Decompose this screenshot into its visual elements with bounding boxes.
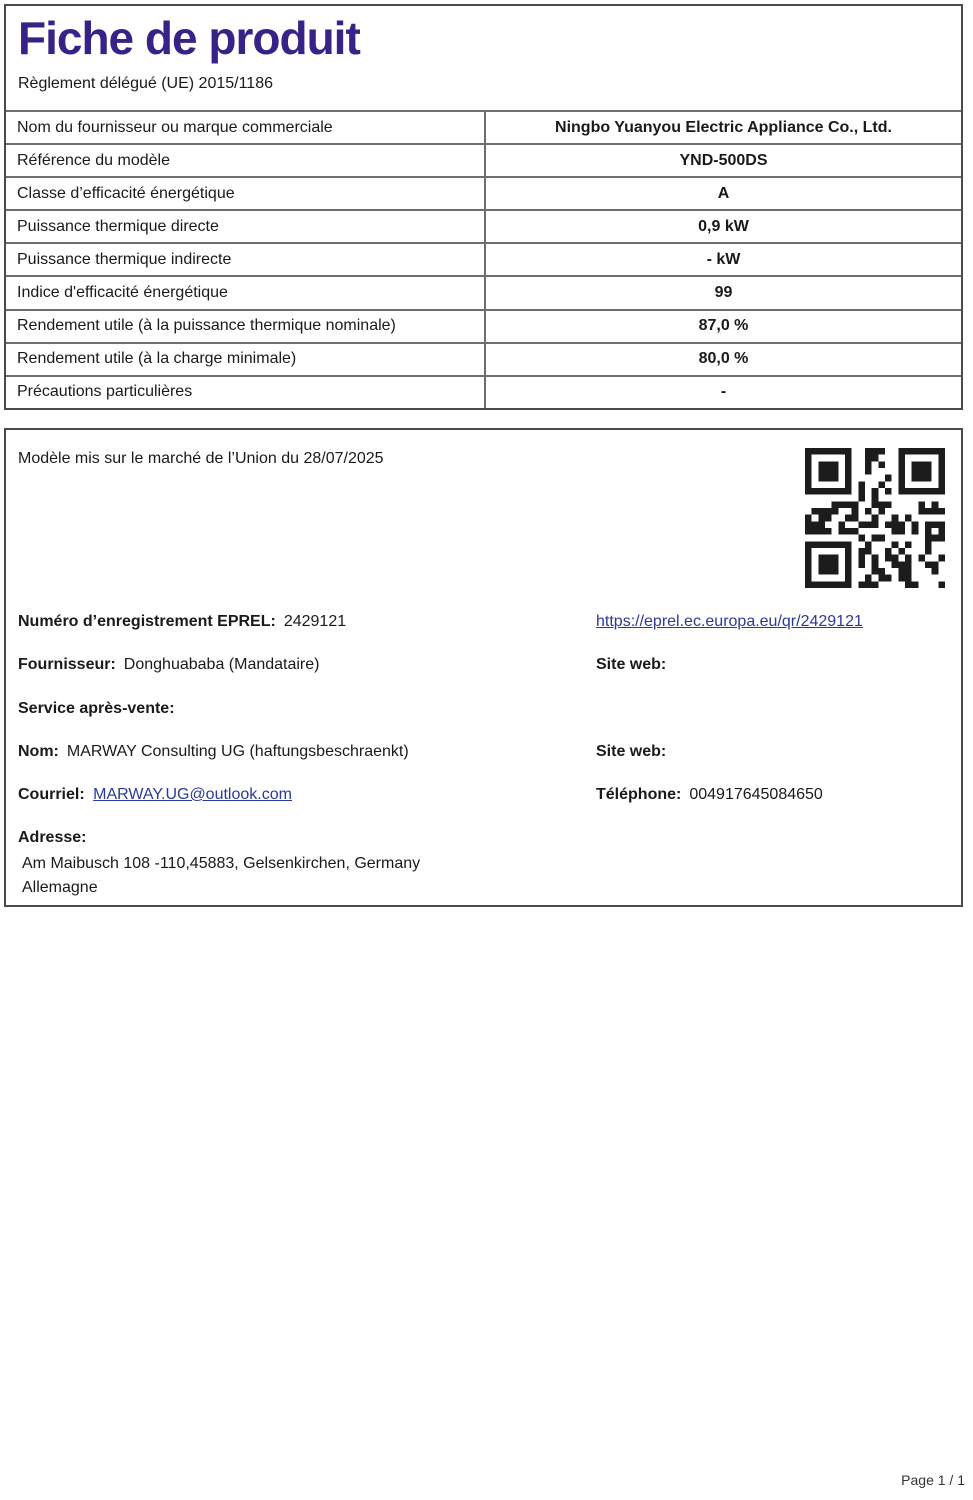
nom-value: MARWAY Consulting UG (haftungsbeschraenkt) [66,743,409,760]
telephone-line [596,786,823,804]
eprel-link-line [596,613,863,631]
adresse-country: Allemagne [22,879,98,896]
row-label: Indice d'efficacité énergétique [6,277,486,308]
row-label: Classe d’efficacité énergétique [6,178,486,209]
adresse-label: Adresse: [18,829,87,846]
site-web-label: Site web: [596,743,667,760]
row-value: - [720,383,727,401]
table-row [6,309,961,342]
eprel-details-box [4,428,963,907]
adresse-line [18,829,86,847]
table-row [6,209,961,242]
table-row [6,342,961,375]
supplier-label: Fournisseur: [18,656,116,673]
telephone-value: 004917645084650 [689,786,823,803]
eprel-url-link[interactable]: https://eprel.ec.europa.eu/qr/2429121 [596,613,863,630]
eprel-number-line [18,613,346,631]
adresse-street: Am Maibusch 108 -110,45883, Gelsenkirchen, Germany [22,855,421,872]
document-header [6,6,961,110]
supplier-value: Donghuababa (Mandataire) [123,656,320,673]
row-label: Rendement utile (à la charge minimale) [6,344,486,375]
nom-label: Nom: [18,743,59,760]
row-value: 99 [714,284,733,302]
site-web-line-2 [596,743,666,761]
table-row [6,242,961,275]
table-row [6,110,961,143]
site-web-label: Site web: [596,656,667,673]
row-value: 87,0 % [698,317,749,335]
row-value: 80,0 % [698,350,749,368]
page-title: Fiche de produit [18,12,360,64]
row-value: YND-500DS [679,151,768,169]
row-label: Puissance thermique directe [6,211,486,242]
row-value: A [717,184,730,202]
row-value: 0,9 kW [698,217,749,235]
row-label: Nom du fournisseur ou marque commerciale [6,112,486,143]
eprel-label: Numéro d’enregistrement EPREL: [18,613,276,630]
telephone-label: Téléphone: [596,786,682,803]
courriel-label: Courriel: [18,786,85,803]
table-row [6,375,961,408]
regulation-subtitle: Règlement délégué (UE) 2015/1186 [18,75,273,93]
service-label: Service après-vente: [18,700,175,717]
table-row [6,275,961,308]
row-label: Référence du modèle [6,145,486,176]
spec-table [6,110,961,408]
table-row [6,143,961,176]
service-line [18,700,175,718]
qr-code-icon [805,448,945,588]
market-date-line: Modèle mis sur le marché de l’Union du 28/07/2025 [18,450,384,467]
supplier-line [18,656,319,674]
product-info-box [4,4,963,410]
row-value: - kW [706,250,741,268]
table-row [6,176,961,209]
nom-line [18,743,409,761]
page-number: Page 1 / 1 [901,1472,965,1488]
row-label: Précautions particulières [6,377,486,408]
courriel-email-link[interactable]: MARWAY.UG@outlook.com [93,786,292,803]
row-label: Rendement utile (à la puissance thermique nominale) [6,311,486,342]
courriel-line [18,786,292,804]
eprel-value: 2429121 [283,613,347,630]
site-web-line-1 [596,656,666,674]
row-value: Ningbo Yuanyou Electric Appliance Co., Ltd. [555,118,892,136]
row-label: Puissance thermique indirecte [6,244,486,275]
